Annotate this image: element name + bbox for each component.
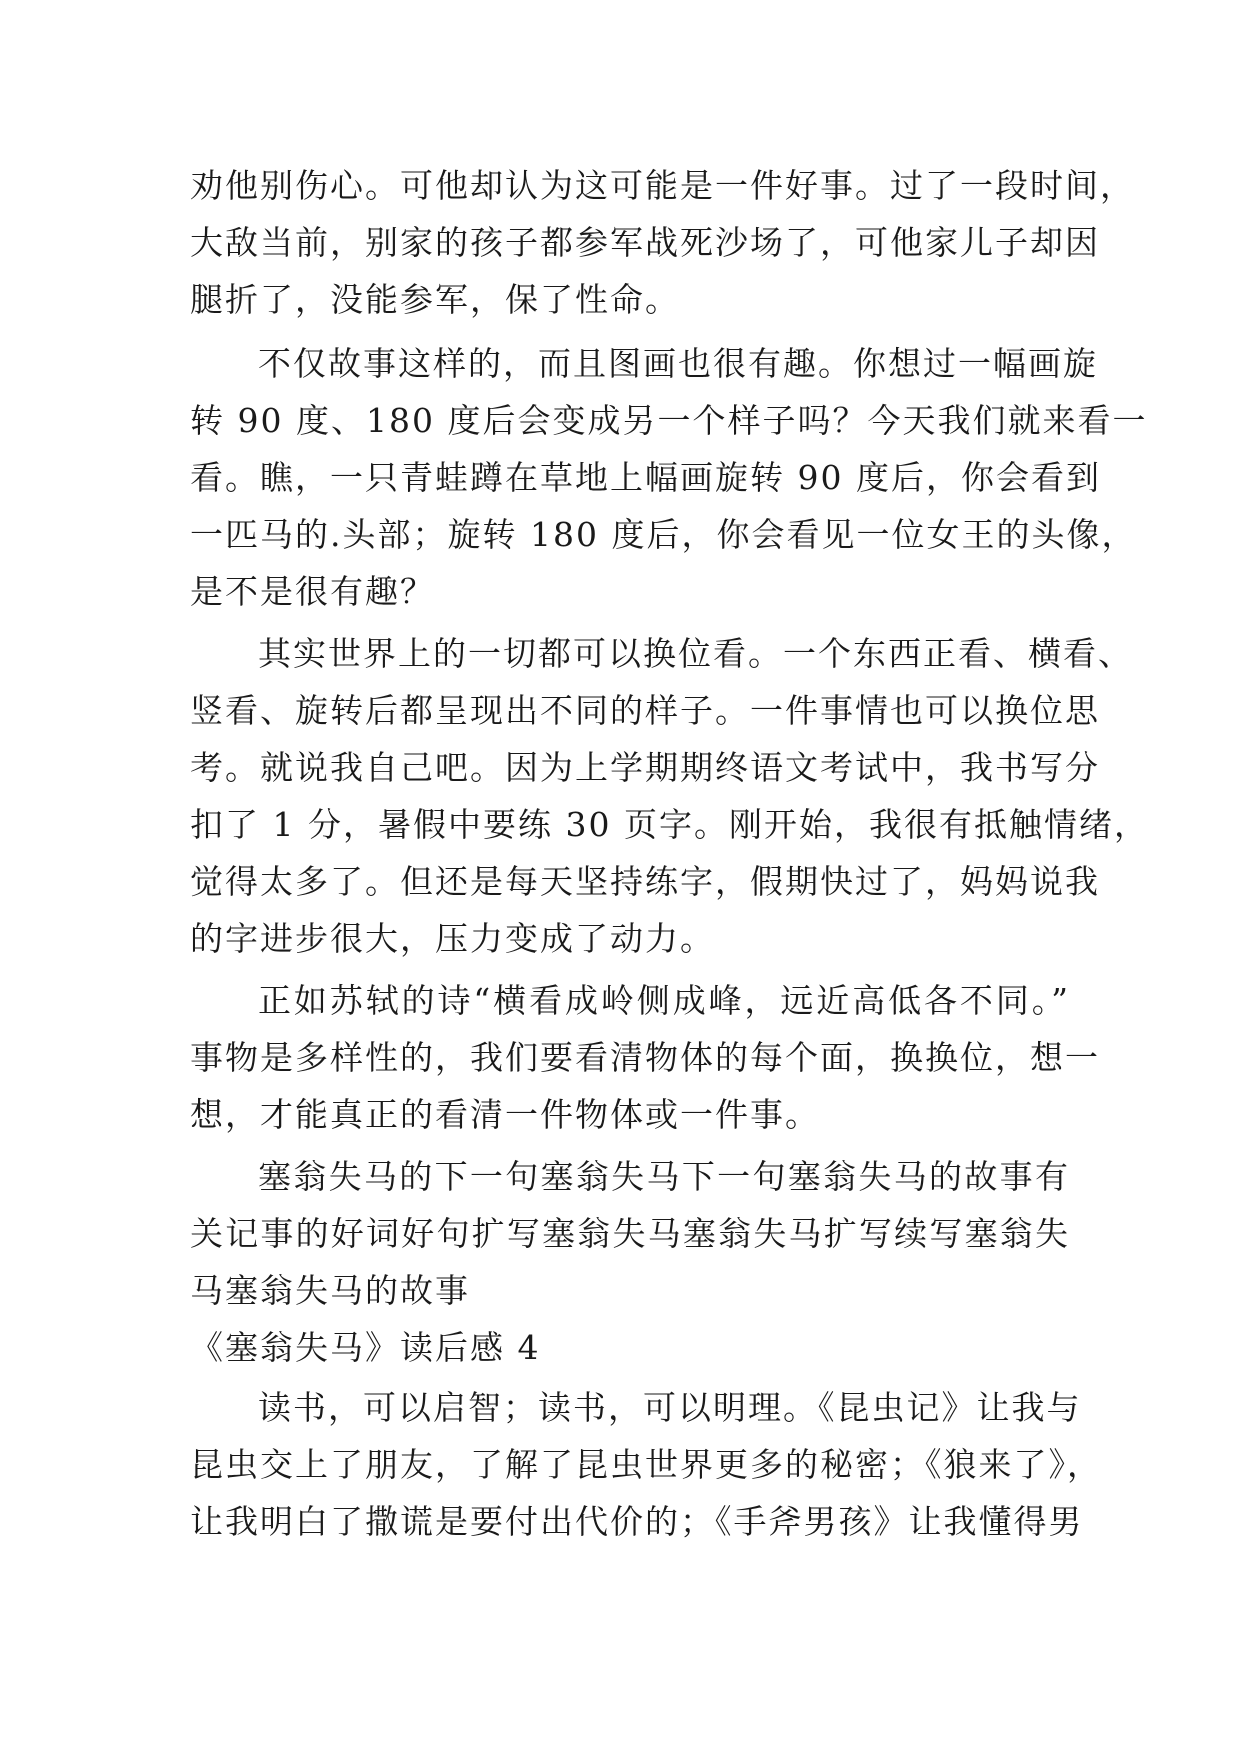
- section-heading: 《塞翁失马》读后感 4: [190, 1328, 541, 1367]
- text-line: 考。就说我自己吧。因为上学期期终语文考试中，我书写分: [190, 748, 1100, 787]
- text-line: 劝他别伤心。可他却认为这可能是一件好事。过了一段时间，: [190, 166, 1135, 205]
- text-line: 转 90 度、180 度后会变成另一个样子吗？今天我们就来看一: [190, 401, 1148, 440]
- text-line: 让我明白了撒谎是要付出代价的；《手斧男孩》让我懂得男: [190, 1502, 1084, 1541]
- text-line: 昆虫交上了朋友，了解了昆虫世界更多的秘密；《狼来了》，: [190, 1445, 1102, 1484]
- text-line: 不仅故事这样的，而且图画也很有趣。你想过一幅画旋: [258, 344, 1098, 383]
- text-line: 塞翁失马的下一句塞翁失马下一句塞翁失马的故事有: [258, 1157, 1070, 1196]
- text-line: 正如苏轼的诗“横看成岭侧成峰，远近高低各不同。”: [258, 981, 1070, 1020]
- text-line: 的字进步很大，压力变成了动力。: [190, 919, 715, 958]
- text-line: 腿折了，没能参军，保了性命。: [190, 280, 680, 319]
- text-line: 读书，可以启智；读书，可以明理。《昆虫记》让我与: [258, 1388, 1082, 1427]
- text-line: 是不是很有趣？: [190, 572, 435, 611]
- text-line: 关记事的好词好句扩写塞翁失马塞翁失马扩写续写塞翁失: [190, 1214, 1070, 1253]
- text-line: 其实世界上的一切都可以换位看。一个东西正看、横看、: [258, 634, 1133, 673]
- text-line: 事物是多样性的，我们要看清物体的每个面，换换位，想一: [190, 1038, 1100, 1077]
- text-line: 想，才能真正的看清一件物体或一件事。: [190, 1095, 820, 1134]
- text-line: 马塞翁失马的故事: [190, 1271, 470, 1310]
- text-line: 看。瞧，一只青蛙蹲在草地上幅画旋转 90 度后，你会看到: [190, 458, 1101, 497]
- text-line: 觉得太多了。但还是每天坚持练字，假期快过了，妈妈说我: [190, 862, 1100, 901]
- text-line: 一匹马的.头部；旋转 180 度后，你会看见一位女王的头像，: [190, 515, 1137, 554]
- text-line: 扣了 1 分，暑假中要练 30 页字。刚开始，我很有抵触情绪，: [190, 805, 1149, 844]
- text-line: 竖看、旋转后都呈现出不同的样子。一件事情也可以换位思: [190, 691, 1100, 730]
- text-line: 大敌当前，别家的孩子都参军战死沙场了，可他家儿子却因: [190, 223, 1100, 262]
